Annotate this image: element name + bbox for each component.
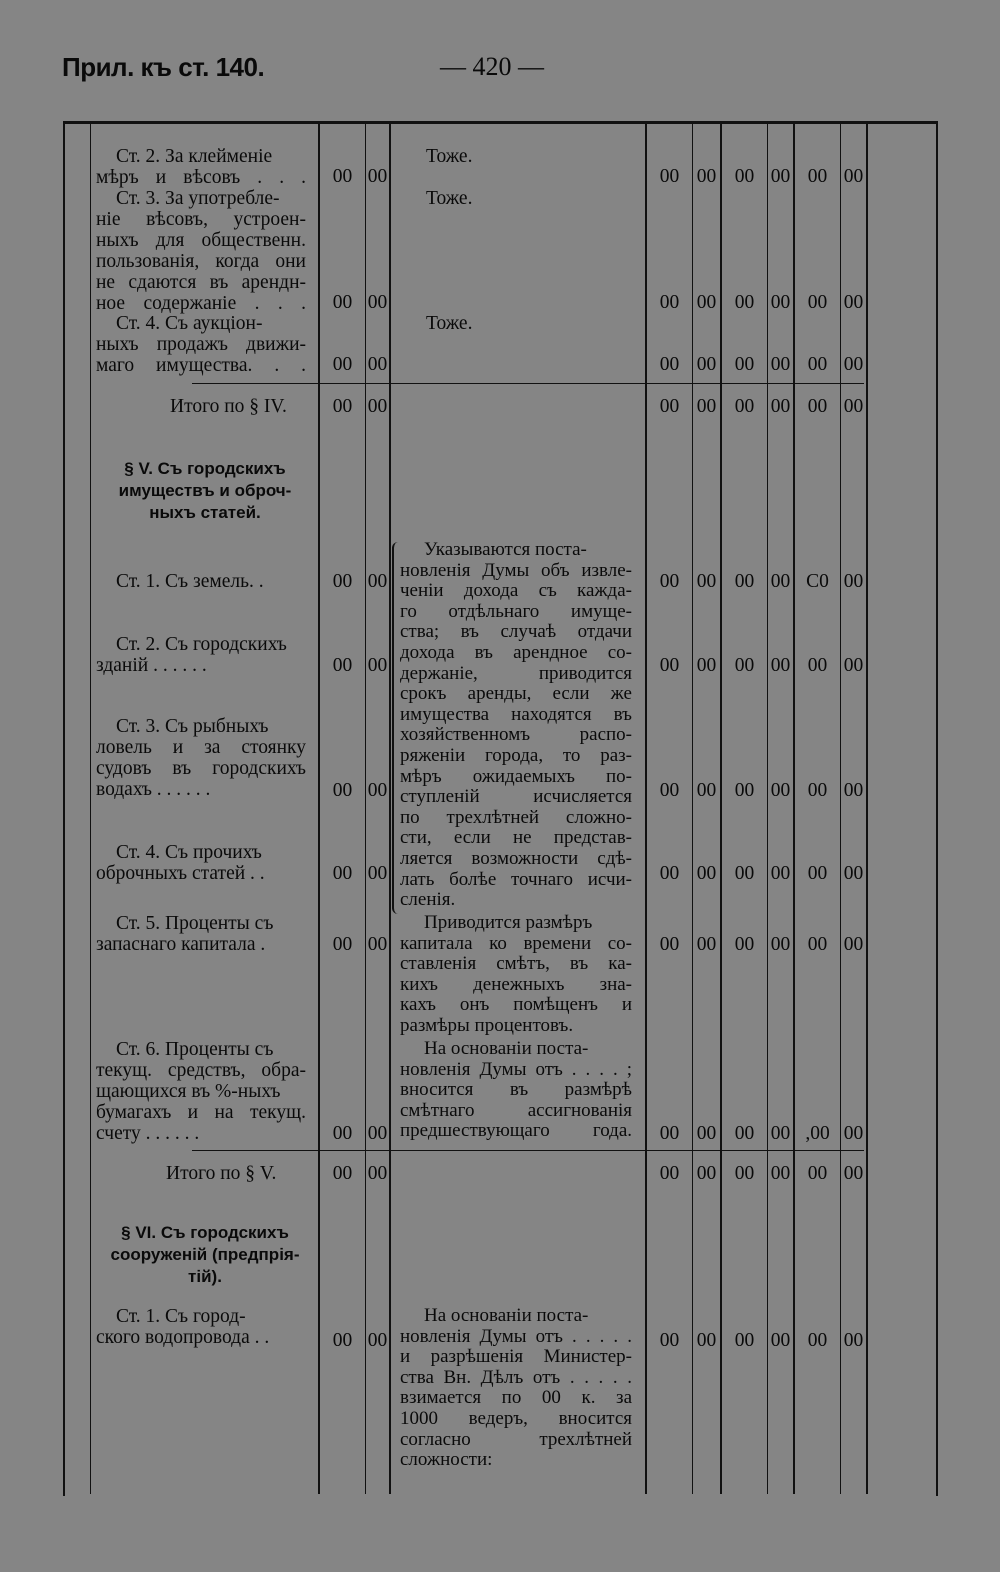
value-cell: 00	[807, 934, 828, 955]
value-cell: 00	[770, 934, 791, 955]
value-cell: 00	[659, 1123, 680, 1144]
col-line	[793, 124, 795, 1494]
description-block: Приводится размѣръ капитала ко времени со- ставленія смѣтъ, въ ка- кихъ денежныхъ зна- кахъ онъ помѣщенъ и размѣры процентовъ.	[400, 912, 632, 1036]
col-line	[866, 124, 868, 1494]
value-cell: 00	[696, 354, 717, 375]
desc-same: Тоже.	[426, 188, 473, 209]
value-cell: 00	[696, 1163, 717, 1184]
value-cell: 00	[807, 166, 828, 187]
value-cell: 00	[770, 1163, 791, 1184]
desc-same: Тоже.	[426, 313, 473, 334]
value-cell: 00	[367, 1163, 388, 1184]
value-cell: 00	[770, 655, 791, 676]
total-label: Итого по § IV.	[170, 396, 287, 417]
row-label: Ст. 4. Съ прочихъ оброчныхъ статей . .	[96, 842, 265, 884]
value-cell: 00	[696, 571, 717, 592]
col-line	[720, 124, 722, 1494]
value-cell: 00	[367, 292, 388, 313]
table-right-border	[936, 121, 938, 1496]
value-cell: 00	[367, 354, 388, 375]
value-cell: 00	[367, 655, 388, 676]
row-label: Ст. 4. Съ аукціон- ныхъ продажъ движи- маго имущества. . .	[96, 313, 306, 376]
value-cell: 00	[696, 396, 717, 417]
value-cell: 00	[659, 571, 680, 592]
value-cell: 00	[843, 863, 864, 884]
value-cell: 00	[770, 166, 791, 187]
value-cell: 00	[696, 780, 717, 801]
value-cell: 00	[843, 1163, 864, 1184]
value-cell: 00	[770, 354, 791, 375]
value-cell: 00	[367, 780, 388, 801]
col-line	[318, 124, 320, 1494]
value-cell: 00	[807, 1330, 828, 1351]
row-label: Ст. 6. Проценты съ текущ. средствъ, обра- щающихся въ %-ныхъ бумагахъ и на текущ. счету . . . . . .	[96, 1039, 306, 1144]
value-cell: 00	[332, 292, 353, 313]
value-cell: 00	[659, 166, 680, 187]
rule-itogo-4	[192, 383, 864, 384]
value-cell: 00	[807, 655, 828, 676]
value-cell: 00	[332, 780, 353, 801]
value-cell: 00	[770, 780, 791, 801]
value-cell: 00	[734, 166, 755, 187]
desc-same: Тоже.	[426, 146, 473, 167]
value-cell: 00	[659, 934, 680, 955]
value-cell: 00	[843, 166, 864, 187]
value-cell: 00	[332, 934, 353, 955]
row-label: Ст. 1. Съ город- ского водопровода . .	[96, 1306, 270, 1348]
row-label: Ст. 1. Съ земель. .	[116, 571, 264, 592]
col-line	[692, 124, 693, 1494]
col-line	[645, 124, 647, 1494]
value-cell: 00	[770, 1330, 791, 1351]
value-cell: 00	[659, 354, 680, 375]
value-cell: 00	[770, 292, 791, 313]
value-cell: 00	[332, 863, 353, 884]
value-cell: 00	[734, 396, 755, 417]
value-cell: 00	[734, 934, 755, 955]
value-cell: 00	[696, 863, 717, 884]
value-cell: 00	[843, 1123, 864, 1144]
value-cell: 00	[696, 934, 717, 955]
value-cell: 00	[843, 396, 864, 417]
value-cell: 00	[367, 396, 388, 417]
row-label: Ст. 2. Съ городскихъ зданій . . . . . .	[96, 634, 287, 676]
value-cell: 00	[696, 1123, 717, 1144]
description-block: На основаніи поста- новленія Думы отъ . . . . . и разрѣшенія Министер- ства Вн. Дѣлъ отъ . . . . . взимается по 00 к. за 1000 ведеръ, вносится согласно трехлѣтней сложности:	[400, 1305, 632, 1471]
description-block: Указываются поста- новленія Думы объ извле- ченіи дохода съ кажда- го отдѣльнаго имуще- ства; въ случаѣ отдачи дохода въ арендное со- держаніе, приводится срокъ аренды, если же имущества находятся въ хозяйственномъ распо- ряженіи города, то раз- мѣръ ожидаемыхъ по- ступленій исчисляется по трехлѣтней сложно- сти, если не представ- ляется возможности сдѣ- лать болѣе точнаго исчи- сленія.	[400, 539, 632, 911]
row-label: Ст. 3. Съ рыбныхъ ловель и за стоянку судовъ въ городскихъ водахъ . . . . . .	[96, 716, 306, 800]
value-cell: 00	[770, 1123, 791, 1144]
value-cell: 00	[807, 1163, 828, 1184]
value-cell: 00	[332, 396, 353, 417]
value-cell: 00	[843, 934, 864, 955]
value-cell: 00	[367, 571, 388, 592]
table-left-border	[63, 121, 65, 1496]
value-cell: 00	[734, 292, 755, 313]
value-cell: 00	[367, 166, 388, 187]
value-cell: ,00	[805, 1123, 830, 1144]
value-cell: 00	[843, 571, 864, 592]
value-cell: 00	[659, 863, 680, 884]
value-cell: 00	[696, 655, 717, 676]
value-cell: 00	[734, 780, 755, 801]
value-cell: 00	[659, 655, 680, 676]
value-cell: 00	[734, 1123, 755, 1144]
description-block: На основаніи поста- новленія Думы отъ . . . . ; вносится въ размѣрѣ смѣтнаго ассигнованія предшествующаго года.	[400, 1038, 632, 1142]
value-cell: 00	[367, 1123, 388, 1144]
value-cell: 00	[843, 292, 864, 313]
value-cell: 00	[332, 571, 353, 592]
row-label: Ст. 3. За употребле- ніе вѣсовъ, устроен- ныхъ для общественн. пользованія, когда они не сдаются въ арендн- ное содержаніе . . .	[96, 188, 306, 314]
value-cell: 00	[367, 1330, 388, 1351]
value-cell: 00	[659, 1163, 680, 1184]
value-cell: 00	[734, 655, 755, 676]
value-cell: 00	[659, 396, 680, 417]
value-cell: 00	[367, 934, 388, 955]
value-cell: 00	[332, 1163, 353, 1184]
value-cell: 00	[332, 655, 353, 676]
value-cell: 00	[807, 780, 828, 801]
value-cell: 00	[734, 1163, 755, 1184]
value-cell: 00	[807, 354, 828, 375]
value-cell: 00	[332, 354, 353, 375]
value-cell: 00	[696, 292, 717, 313]
value-cell: 00	[770, 396, 791, 417]
value-cell: 00	[367, 863, 388, 884]
value-cell: 00	[807, 396, 828, 417]
value-cell: 00	[696, 1330, 717, 1351]
value-cell: 00	[770, 863, 791, 884]
col-line	[767, 124, 768, 1494]
value-cell: 00	[659, 1330, 680, 1351]
col-line	[389, 124, 391, 1494]
table-top-border	[64, 121, 938, 124]
value-cell: 00	[696, 166, 717, 187]
section-heading: § V. Съ городскихъ имуществъ и оброч- ныхъ статей.	[118, 459, 292, 522]
page-number: — 420 —	[440, 52, 544, 81]
value-cell: 00	[843, 354, 864, 375]
row-label: Ст. 5. Проценты съ запаснаго капитала .	[96, 913, 274, 955]
value-cell: 00	[734, 354, 755, 375]
value-cell: 00	[659, 292, 680, 313]
value-cell: 00	[332, 166, 353, 187]
section-heading: § VI. Съ городскихъ сооруженій (предпрія- тій).	[110, 1223, 300, 1286]
value-cell: С0	[806, 571, 829, 592]
value-cell: 00	[843, 1330, 864, 1351]
col-line	[365, 124, 366, 1494]
value-cell: 00	[807, 292, 828, 313]
col-line	[840, 124, 841, 1494]
value-cell: 00	[843, 780, 864, 801]
page-header-appendix: Прил. къ ст. 140.	[62, 52, 265, 82]
row-label: Ст. 2. За клейменіе мѣръ и вѣсовъ . . .	[96, 146, 306, 188]
value-cell: 00	[332, 1330, 353, 1351]
value-cell: 00	[734, 1330, 755, 1351]
value-cell: 00	[807, 863, 828, 884]
rule-itogo-5	[192, 1150, 864, 1151]
value-cell: 00	[770, 571, 791, 592]
col-line	[90, 124, 91, 1494]
value-cell: 00	[734, 863, 755, 884]
value-cell: 00	[734, 571, 755, 592]
value-cell: 00	[332, 1123, 353, 1144]
value-cell: 00	[659, 780, 680, 801]
total-label: Итого по § V.	[166, 1163, 277, 1184]
value-cell: 00	[843, 655, 864, 676]
